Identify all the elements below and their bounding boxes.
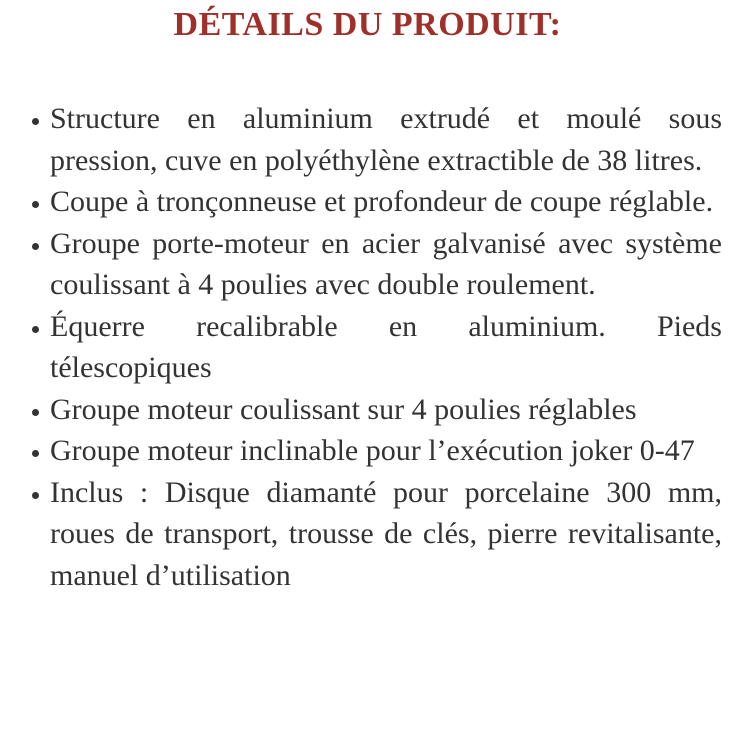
- list-item: [50, 472, 722, 597]
- bullet-icon: [32, 450, 39, 457]
- bullet-icon: [32, 201, 39, 208]
- list-item-line: manuel d’utilisation: [50, 558, 291, 592]
- list-item-line: pression, cuve en polyéthylène extractible de 38 litres.: [50, 143, 703, 177]
- list-item: [50, 181, 722, 223]
- list-item: [50, 223, 722, 306]
- list-item-line: Groupe moteur inclinable pour l’exécution joker 0-47: [50, 434, 695, 467]
- list-item-line: Structure en aluminium extrudé et moulé sous: [50, 102, 722, 135]
- list-item-line: roues de transport, trousse de clés, pierre revitalisante,: [50, 517, 722, 550]
- list-item-line: Coupe à tronçonneuse et profondeur de coupe réglable.: [50, 185, 714, 218]
- list-item: [50, 98, 722, 181]
- page-title: DÉTAILS DU PRODUIT:: [173, 6, 562, 43]
- bullet-icon: [32, 326, 39, 333]
- list-item-line: coulissant à 4 poulies avec double roulement.: [50, 268, 596, 301]
- list-item: [50, 306, 722, 389]
- list-item-line: Groupe moteur coulissant sur 4 poulies réglables: [50, 392, 637, 426]
- bullet-icon: [32, 243, 39, 250]
- list-item-line: Inclus : Disque diamanté pour porcelaine 300 mm,: [50, 475, 722, 509]
- list-item: [50, 430, 722, 472]
- list-item-line: télescopiques: [50, 351, 212, 384]
- bullet-icon: [32, 492, 39, 499]
- product-details-list: [0, 98, 735, 596]
- bullet-icon: [32, 409, 39, 416]
- bullet-icon: [32, 118, 39, 125]
- list-item-line: Groupe porte-moteur en acier galvanisé avec système: [50, 226, 722, 260]
- list-item: [50, 389, 722, 431]
- list-item-line: Équerre recalibrable en aluminium. Pieds: [50, 309, 722, 343]
